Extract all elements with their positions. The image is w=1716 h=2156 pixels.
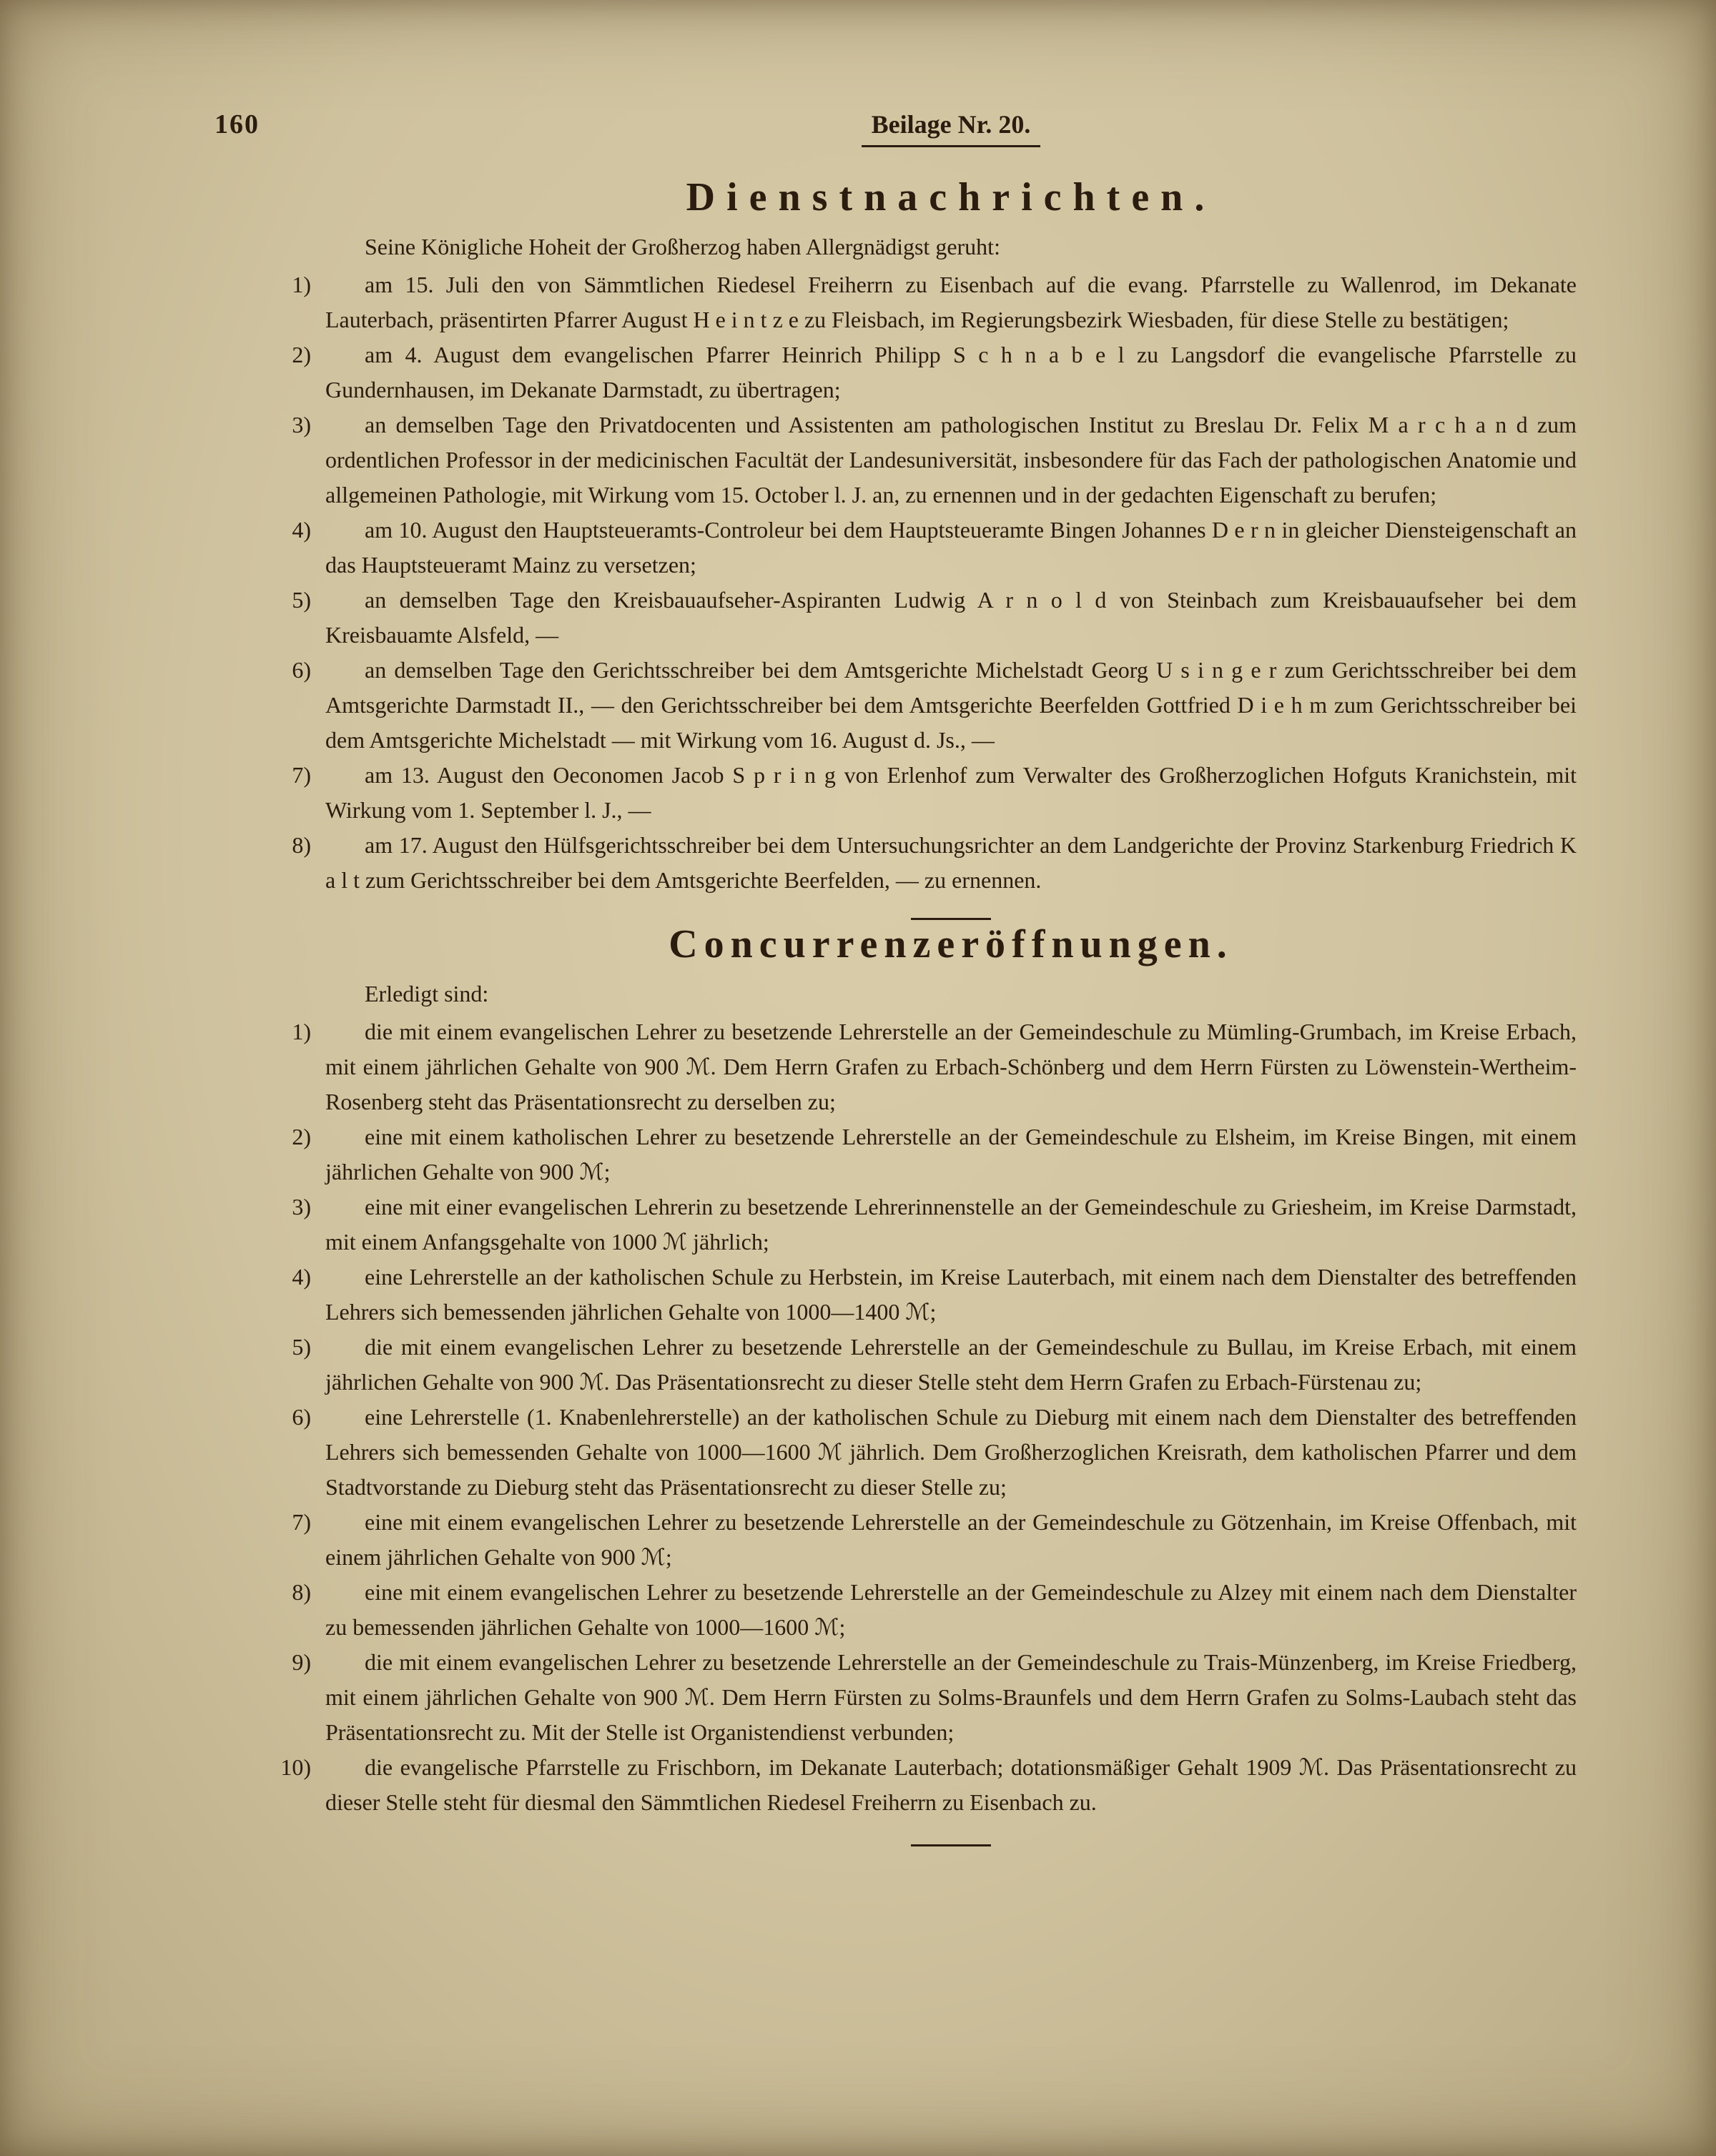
section-divider [911,918,991,920]
item-number: 3) [292,1194,311,1220]
item-text: am 15. Juli den von Sämmtlichen Riedesel Freiherrn zu Eisenbach auf die evang. Pfarrstelle zu Wallenrod, im Dekanate Lauterbach, präsentirten Pfarrer August H e i n t z e zu Fleisbach, im Regierungsbezirk Wiesbaden, für diese Stelle zu bestätigen; [325,272,1577,332]
list-item [292,1330,1577,1400]
item-number: 7) [292,762,311,788]
list-item [292,1260,1577,1330]
list-item [292,1400,1577,1505]
list-item [292,513,1577,583]
list-item [280,1750,1577,1820]
item-number: 5) [292,587,311,613]
page-number: 160 [214,109,260,139]
item-number: 3) [292,412,311,437]
item-text: eine Lehrerstelle (1. Knabenlehrerstelle) an der katholischen Schule zu Dieburg mit einem nach dem Dienstalter des betreffenden Lehrers sich bemessenden Gehalte von 1000—1600 ℳ jährlich. Dem Großherzoglichen Kreisrath, dem katholischen Pfarrer und dem Stadtvorstande zu Dieburg steht das Präsentationsrecht zu dieser Stelle zu; [325,1404,1577,1500]
end-divider [911,1844,991,1846]
item-number: 6) [292,657,311,683]
section-title-dienstnachrichten: Dienstnachrichten. [686,175,1216,219]
page-content [214,107,1577,1846]
item-text: die evangelische Pfarrstelle zu Frischborn, im Dekanate Lauterbach; dotationsmäßiger Gehalt 1909 ℳ. Das Präsentationsrecht zu dieser Stelle steht für diesmal den Sämmtlichen Riedesel Freiherrn zu Eisenbach zu. [325,1754,1577,1815]
section-intro-dienstnachrichten: Seine Königliche Hoheit der Großherzog haben Allergnädigst geruht: [365,234,1000,259]
item-text: eine mit einer evangelischen Lehrerin zu besetzende Lehrerinnenstelle an der Gemeindeschule zu Griesheim, im Kreise Darmstadt, mit einem Anfangsgehalte von 1000 ℳ jährlich; [325,1194,1577,1255]
item-number: 7) [292,1509,311,1535]
list-item [292,267,1577,337]
list-item [292,407,1577,513]
list-item [292,1645,1577,1750]
item-number: 4) [292,517,311,543]
item-number: 1) [292,272,311,297]
item-number: 10) [280,1754,311,1780]
list-item [292,1014,1577,1119]
list-item [292,1190,1577,1260]
section-title-concurrenzeroeffnungen: Concurrenzeröffnungen. [669,922,1233,966]
item-text: an demselben Tage den Privatdocenten und Assistenten am pathologischen Institut zu Breslau Dr. Felix M a r c h a n d zum ordentlichen Professor in der medicinischen Facultät der Landesuniversität, insbesondere für das Fach der pathologischen Anatomie und allgemeinen Pathologie, mit Wirkung vom 15. October l. J. an, zu ernennen und in der gedachten Eigenschaft zu berufen; [325,412,1577,508]
masthead: Beilage Nr. 20. [862,107,1041,147]
item-text: eine Lehrerstelle an der katholischen Schule zu Herbstein, im Kreise Lauterbach, mit einem nach dem Dienstalter des betreffenden Lehrers sich bemessenden jährlichen Gehalte von 1000—1400 ℳ; [325,1264,1577,1325]
item-text: eine mit einem evangelischen Lehrer zu besetzende Lehrerstelle an der Gemeindeschule zu Götzenhain, im Kreise Offenbach, mit einem jährlichen Gehalte von 900 ℳ; [325,1509,1577,1570]
section-intro-concurrenzeroeffnungen: Erledigt sind: [365,981,489,1007]
page-header [214,107,1577,149]
list-item [292,1119,1577,1190]
list-item [292,1505,1577,1575]
item-text: an demselben Tage den Kreisbauaufseher-Aspiranten Ludwig A r n o l d von Steinbach zum Kreisbauaufseher bei dem Kreisbauamte Alsfeld, — [325,587,1577,648]
list-item [292,653,1577,758]
item-text: eine mit einem katholischen Lehrer zu besetzende Lehrerstelle an der Gemeindeschule zu Elsheim, im Kreise Bingen, mit einem jährlichen Gehalte von 900 ℳ; [325,1124,1577,1185]
item-text: am 13. August den Oeconomen Jacob S p r i n g von Erlenhof zum Verwalter des Großherzoglichen Hofguts Kranichstein, mit Wirkung vom 1. September l. J., — [325,762,1577,823]
item-text: die mit einem evangelischen Lehrer zu besetzende Lehrerstelle an der Gemeindeschule zu Mümling-Grumbach, im Kreise Erbach, mit einem jährlichen Gehalte von 900 ℳ. Dem Herrn Grafen zu Erbach-Schönberg und dem Herrn Fürsten zu Löwenstein-Wertheim-Rosenberg steht das Präsentationsrecht zu derselben zu; [325,1019,1577,1114]
item-number: 9) [292,1649,311,1675]
item-text: die mit einem evangelischen Lehrer zu besetzende Lehrerstelle an der Gemeindeschule zu Trais-Münzenberg, im Kreise Friedberg, mit einem jährlichen Gehalte von 900 ℳ. Dem Herrn Fürsten zu Solms-Braunfels und dem Herrn Grafen zu Solms-Laubach steht das Präsentationsrecht zu. Mit der Stelle ist Organistendienst verbunden; [325,1649,1577,1745]
item-number: 2) [292,342,311,367]
list-item [292,828,1577,898]
item-number: 8) [292,1579,311,1605]
list-item [292,1575,1577,1645]
item-text: an demselben Tage den Gerichtsschreiber bei dem Amtsgerichte Michelstadt Georg U s i n g e r zum Gerichtsschreiber bei dem Amtsgerichte Darmstadt II., — den Gerichtsschreiber bei dem Amtsgerichte Beerfelden Gottfried D i e h m zum Gerichtsschreiber bei dem Amtsgerichte Michelstadt — mit Wirkung vom 16. August d. Js., — [325,657,1577,753]
concurrenzeroeffnungen-list [280,1014,1577,1820]
item-number: 2) [292,1124,311,1149]
item-text: am 17. August den Hülfsgerichtsschreiber bei dem Untersuchungsrichter an dem Landgerichte der Provinz Starkenburg Friedrich K a l t zum Gerichtsschreiber bei dem Amtsgerichte Beerfelden, — zu ernennen. [325,832,1577,893]
list-item [292,758,1577,828]
item-text: am 10. August den Hauptsteueramts-Controleur bei dem Hauptsteueramte Bingen Johannes D e r n in gleicher Diensteigenschaft an das Hauptsteueramt Mainz zu versetzen; [325,517,1577,578]
item-number: 1) [292,1019,311,1044]
item-text: am 4. August dem evangelischen Pfarrer Heinrich Philipp S c h n a b e l zu Langsdorf die evangelische Pfarrstelle zu Gundernhausen, im Dekanate Darmstadt, zu übertragen; [325,342,1577,402]
item-text: die mit einem evangelischen Lehrer zu besetzende Lehrerstelle an der Gemeindeschule zu Bullau, im Kreise Erbach, mit einem jährlichen Gehalte von 900 ℳ. Das Präsentationsrecht zu dieser Stelle steht dem Herrn Grafen zu Erbach-Fürstenau zu; [325,1334,1577,1395]
list-item [292,583,1577,653]
item-number: 5) [292,1334,311,1360]
list-item [292,337,1577,407]
dienstnachrichten-list [292,267,1577,898]
item-text: eine mit einem evangelischen Lehrer zu besetzende Lehrerstelle an der Gemeindeschule zu Alzey mit einem nach dem Dienstalter zu bemessenden jährlichen Gehalte von 1000—1600 ℳ; [325,1579,1577,1640]
item-number: 4) [292,1264,311,1290]
item-number: 6) [292,1404,311,1430]
item-number: 8) [292,832,311,858]
